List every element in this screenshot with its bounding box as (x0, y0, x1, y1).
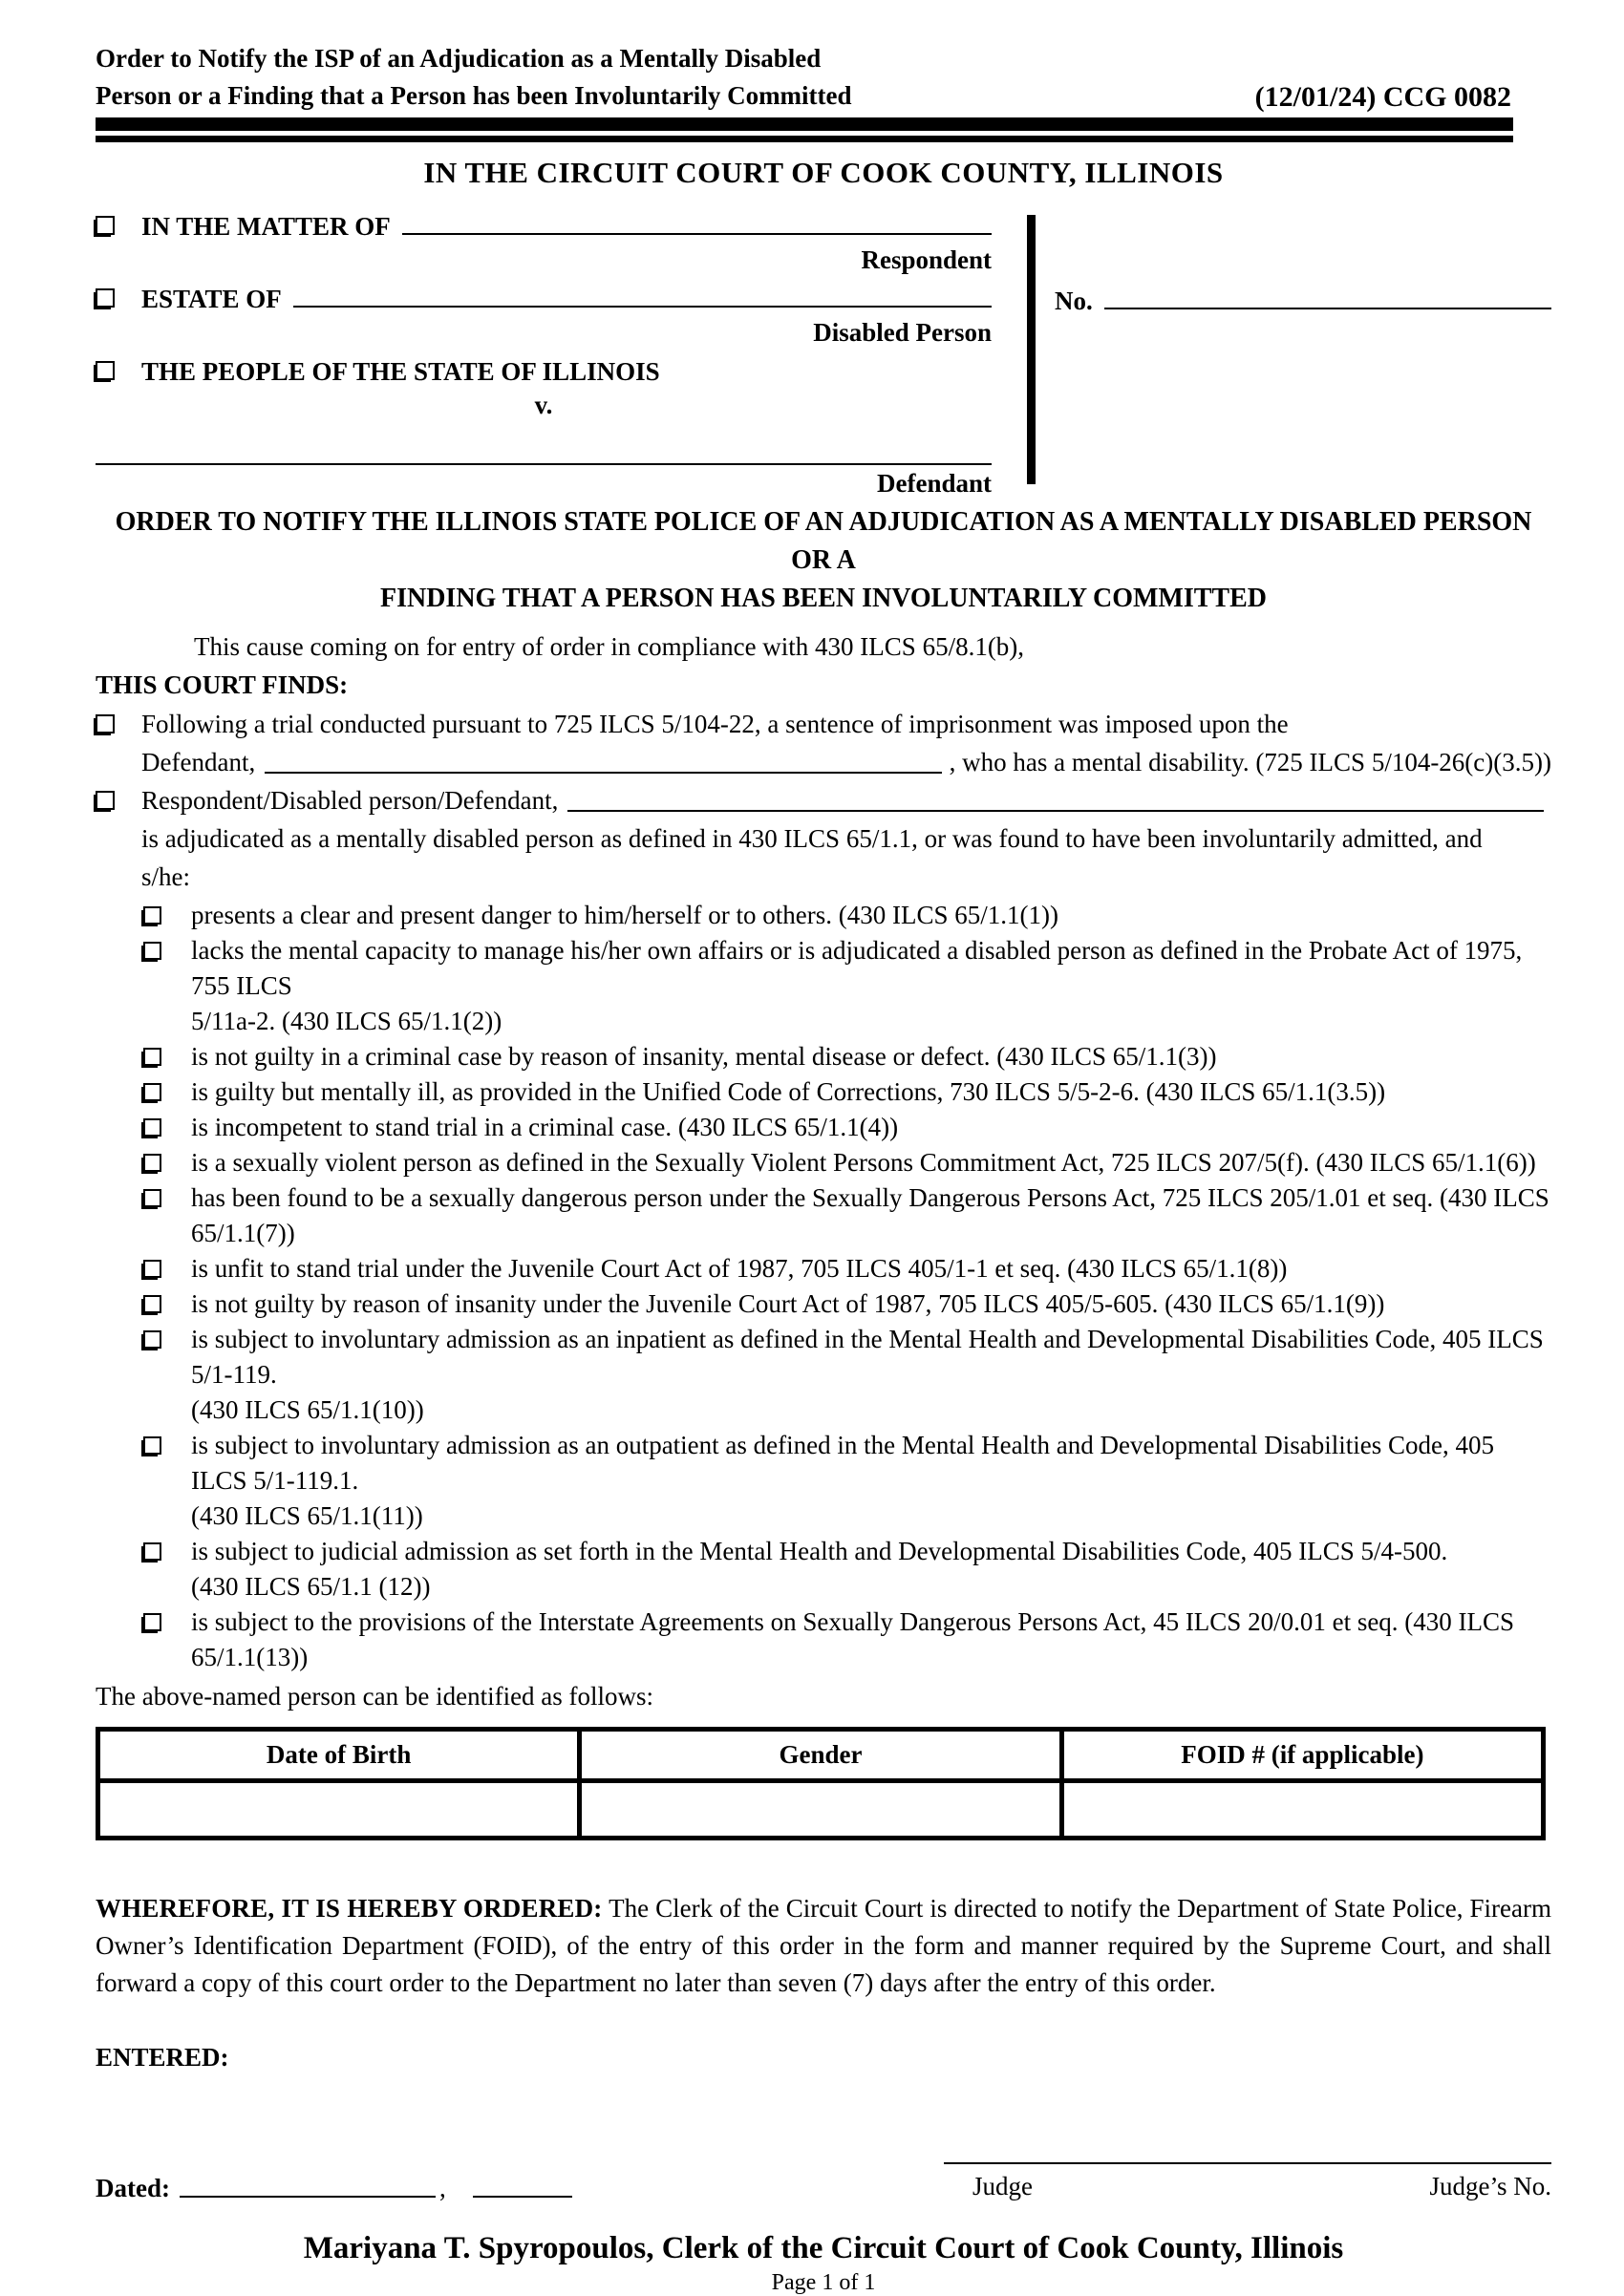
subfinding-3-line1: is not guilty in a criminal case by reason of insanity, mental disease or defect. (430 ILCS 65/1.1(3)) (191, 1042, 1217, 1071)
checkbox-subfinding-4[interactable] (143, 1083, 161, 1101)
checkbox-subfinding-13[interactable] (143, 1613, 161, 1631)
subfinding-5-text (191, 1110, 1551, 1145)
checkbox-subfinding-7[interactable] (143, 1189, 161, 1207)
checkbox-finding-adjudication[interactable] (96, 791, 115, 810)
finding-imprisonment-line2 (141, 743, 1551, 781)
respondent-name-input-line[interactable] (567, 781, 1544, 812)
foid-header: FOID # (if applicable) (1061, 1730, 1543, 1781)
subfinding-2-text (191, 933, 1551, 1039)
header-double-rule (96, 117, 1513, 142)
matter-of-label: IN THE MATTER OF (141, 212, 391, 241)
foid-cell[interactable] (1061, 1781, 1543, 1839)
subfinding-9-line1: is not guilty by reason of insanity under the Juvenile Court Act of 1987, 705 ILCS 405/5-605. (430 ILCS 65/1.1(9)) (191, 1289, 1385, 1318)
defendant-prefix: Defendant, (141, 748, 256, 776)
gender-cell[interactable] (580, 1781, 1061, 1839)
wherefore-paragraph (96, 1890, 1551, 2002)
dated-year-line[interactable] (473, 2169, 572, 2198)
subfinding-1-text (191, 898, 1551, 933)
checkbox-subfinding-3[interactable] (143, 1048, 161, 1066)
subfinding-1-line1: presents a clear and present danger to him/herself or to others. (430 ILCS 65/1.1(1)) (191, 901, 1058, 929)
clerk-attestation: Mariyana T. Spyropoulos, Clerk of the Circuit Court of Cook County, Illinois (303, 2231, 1344, 2265)
defendant-label: Defendant (877, 469, 992, 498)
disabled-person-label: Disabled Person (813, 318, 992, 347)
subfinding-6-line1: is a sexually violent person as defined in the Sexually Violent Persons Commitment Act, 725 ILCS 207/5(f). (430 ILCS 65/1.1(6)) (191, 1148, 1536, 1177)
order-intro: This cause coming on for entry of order in compliance with 430 ILCS 65/8.1(b), (194, 632, 1025, 661)
estate-of-label: ESTATE OF (141, 285, 282, 313)
checkbox-in-the-matter-of[interactable] (96, 216, 115, 235)
checkbox-subfinding-5[interactable] (143, 1118, 161, 1137)
matter-of-row (96, 205, 992, 242)
subfinding-11 (143, 1428, 1551, 1534)
court-title: IN THE CIRCUIT COURT OF COOK COUNTY, ILLINOIS (423, 156, 1224, 189)
entered-label: ENTERED: (96, 2043, 229, 2072)
subfinding-12 (143, 1534, 1551, 1605)
subfinding-12-text (191, 1534, 1551, 1605)
subfinding-12-line2: (430 ILCS 65/1.1 (12)) (191, 1572, 431, 1601)
people-of-illinois-label: THE PEOPLE OF THE STATE OF ILLINOIS (141, 357, 660, 386)
checkbox-subfinding-9[interactable] (143, 1295, 161, 1313)
finding-adjudication-line1 (141, 781, 1551, 819)
people-of-illinois-row (96, 351, 992, 387)
wherefore-lead: WHEREFORE, IT IS HEREBY ORDERED: (96, 1894, 603, 1923)
dated-date-line[interactable] (180, 2169, 436, 2198)
subfinding-10-text (191, 1322, 1551, 1428)
judge-number-label: Judge’s No. (1429, 2172, 1551, 2200)
checkbox-estate-of[interactable] (96, 288, 115, 308)
finding-imprisonment-text (141, 705, 1551, 781)
judge-labels-row (944, 2169, 1551, 2203)
subfinding-12-line1: is subject to judicial admission as set forth in the Mental Health and Developmental Disabilities Code, 405 ILCS 5/4-500. (191, 1537, 1448, 1565)
subfinding-8-line1: is unfit to stand trial under the Juvenile Court Act of 1987, 705 ILCS 405/1-1 et seq. (430 ILCS 65/1.1(8)) (191, 1254, 1288, 1283)
subfinding-9 (143, 1286, 1551, 1322)
caption-divider-bar (1027, 215, 1036, 484)
matter-of-name-line[interactable] (402, 233, 992, 235)
versus-label: v. (534, 391, 553, 419)
identification-intro: The above-named person can be identified as follows: (96, 1682, 654, 1711)
defendant-name-input-line[interactable] (265, 743, 941, 774)
subfinding-2 (143, 933, 1551, 1039)
checkbox-subfinding-10[interactable] (143, 1330, 161, 1349)
subfinding-6-text (191, 1145, 1551, 1180)
defendant-name-line[interactable] (96, 442, 992, 465)
subfinding-10-line2: (430 ILCS 65/1.1(10)) (191, 1395, 424, 1424)
subfinding-8 (143, 1251, 1551, 1286)
defendant-suffix: , who has a mental disability. (725 ILCS 5/104-26(c)(3.5)) (949, 748, 1551, 776)
gender-header: Gender (580, 1730, 1061, 1781)
checkbox-subfinding-12[interactable] (143, 1542, 161, 1561)
case-number-row (1055, 280, 1551, 316)
judge-signature-block (944, 2132, 1551, 2203)
form-title (96, 40, 852, 115)
respondent-prefix: Respondent/Disabled person/Defendant, (141, 786, 559, 815)
caption-spacer (96, 423, 992, 442)
subfinding-4-line1: is guilty but mentally ill, as provided in the Unified Code of Corrections, 730 ILCS 5/5-2-6. (430 ILCS 65/1.1(3.5)) (191, 1077, 1386, 1106)
court-finds-heading: THIS COURT FINDS: (96, 670, 349, 699)
subfinding-5-line1: is incompetent to stand trial in a criminal case. (430 ILCS 65/1.1(4)) (191, 1113, 899, 1141)
wherefore-body: The Clerk of the Circuit Court is directed to notify the Department of State Police, Firearm Owner’s Identification Department (FOID), of the entry of this order in the form and manner required by the Supreme Court, and shall forward a copy of this court order to the Department no later than seven (7) days after the entry of this order. (96, 1894, 1551, 1997)
finding-adjudication-line2: is adjudicated as a mentally disabled person as defined in 430 ILCS 65/1.1, or was found to have been involuntarily admitted, and (141, 824, 1483, 853)
caption-left-column (96, 205, 992, 501)
estate-of-name-line[interactable] (293, 306, 992, 308)
order-title-line1: ORDER TO NOTIFY THE ILLINOIS STATE POLICE OF AN ADJUDICATION AS A MENTALLY DISABLED PERSON OR A (115, 507, 1532, 575)
subfindings-list (143, 898, 1551, 1675)
subfinding-1 (143, 898, 1551, 933)
page-number: Page 1 of 1 (771, 2270, 876, 2295)
case-number-label: No. (1055, 287, 1093, 315)
subfinding-2-line1: lacks the mental capacity to manage his/her own affairs or is adjudicated a disabled person as defined in the Probate Act of 1975, 755 ILCS (191, 936, 1523, 1000)
identification-table-input-row (98, 1781, 1544, 1839)
finding-imprisonment (96, 705, 1551, 781)
order-title-line2: FINDING THAT A PERSON HAS BEEN INVOLUNTARILY COMMITTED (379, 584, 1268, 613)
finding-adjudication-text (141, 781, 1551, 896)
finding-imprisonment-line1: Following a trial conducted pursuant to 725 ILCS 5/104-22, a sentence of imprisonment was imposed upon the (141, 710, 1289, 738)
subfinding-7-line1: has been found to be a sexually dangerous person under the Sexually Dangerous Persons Act, 725 ILCS 205/1.01 et seq. (430 ILCS 65/1.1(7)) (191, 1183, 1549, 1247)
judge-label: Judge (972, 2172, 1033, 2200)
subfinding-13-text (191, 1605, 1551, 1675)
subfinding-8-text (191, 1251, 1551, 1286)
identification-table (96, 1727, 1546, 1840)
subfinding-13-line1: is subject to the provisions of the Interstate Agreements on Sexually Dangerous Persons Act, 45 ILCS 20/0.01 et seq. (430 ILCS 65/1.1(13)) (191, 1607, 1515, 1671)
order-title (96, 503, 1551, 618)
subfinding-3 (143, 1039, 1551, 1074)
subfinding-13 (143, 1605, 1551, 1675)
subfinding-7 (143, 1180, 1551, 1251)
respondent-label: Respondent (861, 245, 992, 274)
finding-adjudication (96, 781, 1551, 896)
subfinding-11-line2: (430 ILCS 65/1.1(11)) (191, 1501, 423, 1530)
identification-table-header-row (98, 1730, 1544, 1781)
checkbox-subfinding-6[interactable] (143, 1154, 161, 1172)
dob-header: Date of Birth (98, 1730, 580, 1781)
form-revision-code: (12/01/24) CCG 0082 (1254, 81, 1511, 113)
subfinding-11-text (191, 1428, 1551, 1534)
form-header (96, 40, 1551, 115)
dob-cell[interactable] (98, 1781, 580, 1839)
subfinding-9-text (191, 1286, 1551, 1322)
subfinding-4 (143, 1074, 1551, 1110)
checkbox-subfinding-11[interactable] (143, 1436, 161, 1455)
subfinding-10 (143, 1322, 1551, 1428)
form-title-line1: Order to Notify the ISP of an Adjudication as a Mentally Disabled (96, 44, 822, 73)
subfinding-2-line2: 5/11a-2. (430 ILCS 65/1.1(2)) (191, 1007, 502, 1035)
dated-separator: , (438, 2174, 446, 2202)
subfinding-5 (143, 1110, 1551, 1145)
checkbox-people-of-illinois[interactable] (96, 361, 115, 380)
subfinding-3-text (191, 1039, 1551, 1074)
subfinding-7-text (191, 1180, 1551, 1251)
judge-signature-line[interactable] (944, 2132, 1551, 2164)
estate-of-row (96, 278, 992, 314)
checkbox-subfinding-1[interactable] (143, 906, 161, 925)
subfinding-10-line1: is subject to involuntary admission as an inpatient as defined in the Mental Health and Developmental Disabilities Code, 405 ILCS 5/1-119. (191, 1325, 1544, 1389)
signature-row (96, 2132, 1551, 2203)
finding-adjudication-line3: s/he: (141, 862, 190, 891)
checkbox-subfinding-2[interactable] (143, 942, 161, 960)
checkbox-finding-imprisonment[interactable] (96, 714, 115, 733)
form-title-line2: Person or a Finding that a Person has been Involuntarily Committed (96, 81, 852, 110)
case-caption (96, 205, 1551, 498)
subfinding-4-text (191, 1074, 1551, 1110)
dated-label: Dated: (96, 2174, 170, 2202)
subfinding-11-line1: is subject to involuntary admission as an outpatient as defined in the Mental Health and Developmental Disabilities Code, 405 ILCS 5/1-119.1. (191, 1431, 1494, 1495)
case-number-line[interactable] (1104, 308, 1551, 309)
subfinding-6 (143, 1145, 1551, 1180)
checkbox-subfinding-8[interactable] (143, 1260, 161, 1278)
